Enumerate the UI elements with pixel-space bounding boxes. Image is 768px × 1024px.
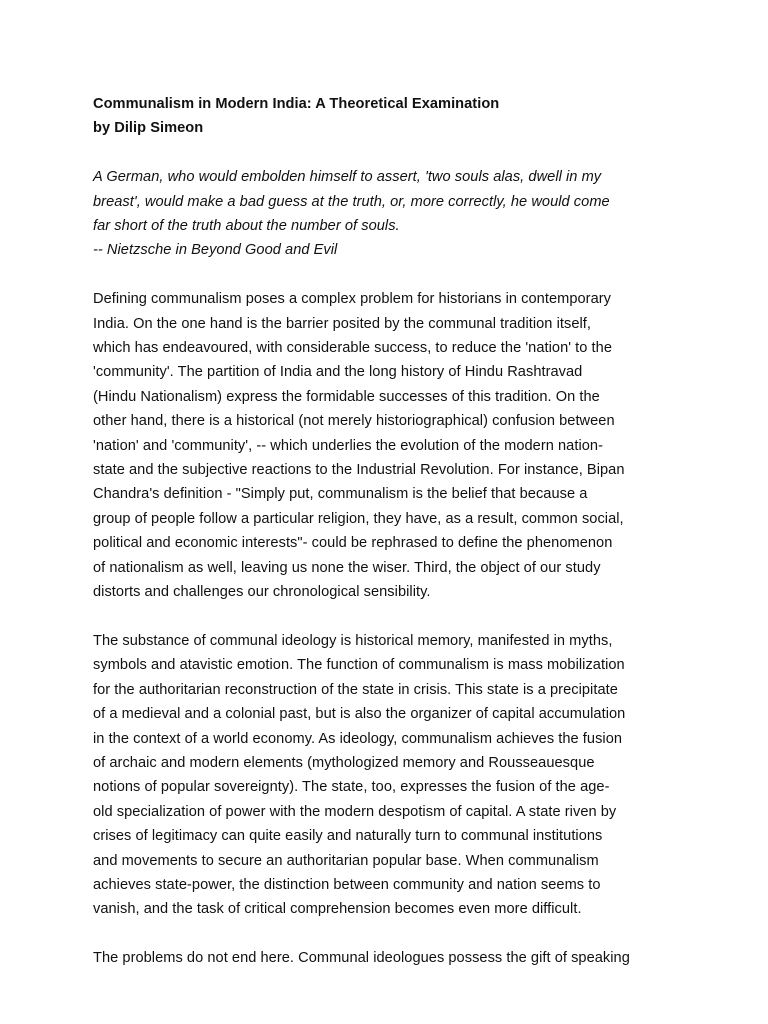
paragraph-2 (93, 629, 678, 922)
paragraph-line: group of people follow a particular religion, they have, as a result, common social, (93, 510, 624, 527)
paragraph-line: vanish, and the task of critical comprehension becomes even more difficult. (93, 901, 582, 918)
paragraph-line: of archaic and modern elements (mythologized memory and Rousseauesque (93, 754, 595, 771)
paragraph-1 (93, 287, 678, 604)
epigraph-attribution: -- Nietzsche in Beyond Good and Evil (93, 242, 338, 259)
paragraph-line: The substance of communal ideology is historical memory, manifested in myths, (93, 632, 613, 649)
paragraph-line: The problems do not end here. Communal ideologues possess the gift of speaking (93, 950, 630, 967)
paragraph-line: state and the subjective reactions to the Industrial Revolution. For instance, Bipan (93, 462, 625, 479)
paragraph-line: notions of popular sovereignty). The state, too, expresses the fusion of the age- (93, 779, 610, 796)
epigraph-line: far short of the truth about the number of souls. (93, 218, 400, 235)
document-byline: by Dilip Simeon (93, 120, 204, 137)
paragraph-line: symbols and atavistic emotion. The function of communalism is mass mobilization (93, 657, 625, 674)
epigraph-line: breast', would make a bad guess at the truth, or, more correctly, he would come (93, 193, 610, 210)
paragraph-line: achieves state-power, the distinction between community and nation seems to (93, 876, 601, 893)
document-title: Communalism in Modern India: A Theoretical Examination (93, 96, 500, 112)
paragraph-line: of a medieval and a colonial past, but is also the organizer of capital accumulation (93, 706, 626, 723)
document-page (93, 92, 678, 995)
paragraph-line: in the context of a world economy. As ideology, communalism achieves the fusion (93, 730, 623, 747)
title-block (93, 92, 678, 141)
paragraph-line: 'community'. The partition of India and the long history of Hindu Rashtravad (93, 364, 583, 381)
paragraph-line: Chandra's definition - "Simply put, communalism is the belief that because a (93, 486, 588, 503)
paragraph-line: India. On the one hand is the barrier posited by the communal tradition itself, (93, 315, 591, 332)
paragraph-line: for the authoritarian reconstruction of the state in crisis. This state is a precipitate (93, 681, 618, 698)
paragraph-line: old specialization of power with the modern despotism of capital. A state riven by (93, 803, 617, 820)
paragraph-line: which has endeavoured, with considerable success, to reduce the 'nation' to the (93, 340, 612, 357)
paragraph-line: crises of legitimacy can quite easily and naturally turn to communal institutions (93, 828, 603, 845)
paragraph-3 (93, 946, 678, 970)
paragraph-line: 'nation' and 'community', -- which underlies the evolution of the modern nation- (93, 437, 603, 454)
paragraph-line: Defining communalism poses a complex problem for historians in contemporary (93, 291, 611, 308)
paragraph-line: of nationalism as well, leaving us none the wiser. Third, the object of our study (93, 559, 601, 576)
paragraph-line: other hand, there is a historical (not merely historiographical) confusion between (93, 413, 615, 430)
paragraph-line: and movements to secure an authoritarian popular base. When communalism (93, 852, 599, 869)
paragraph-line: distorts and challenges our chronological sensibility. (93, 584, 431, 601)
epigraph (93, 165, 678, 263)
paragraph-line: political and economic interests"- could be rephrased to define the phenomenon (93, 535, 613, 552)
paragraph-line: (Hindu Nationalism) express the formidable successes of this tradition. On the (93, 388, 600, 405)
epigraph-line: A German, who would embolden himself to assert, 'two souls alas, dwell in my (93, 169, 602, 186)
